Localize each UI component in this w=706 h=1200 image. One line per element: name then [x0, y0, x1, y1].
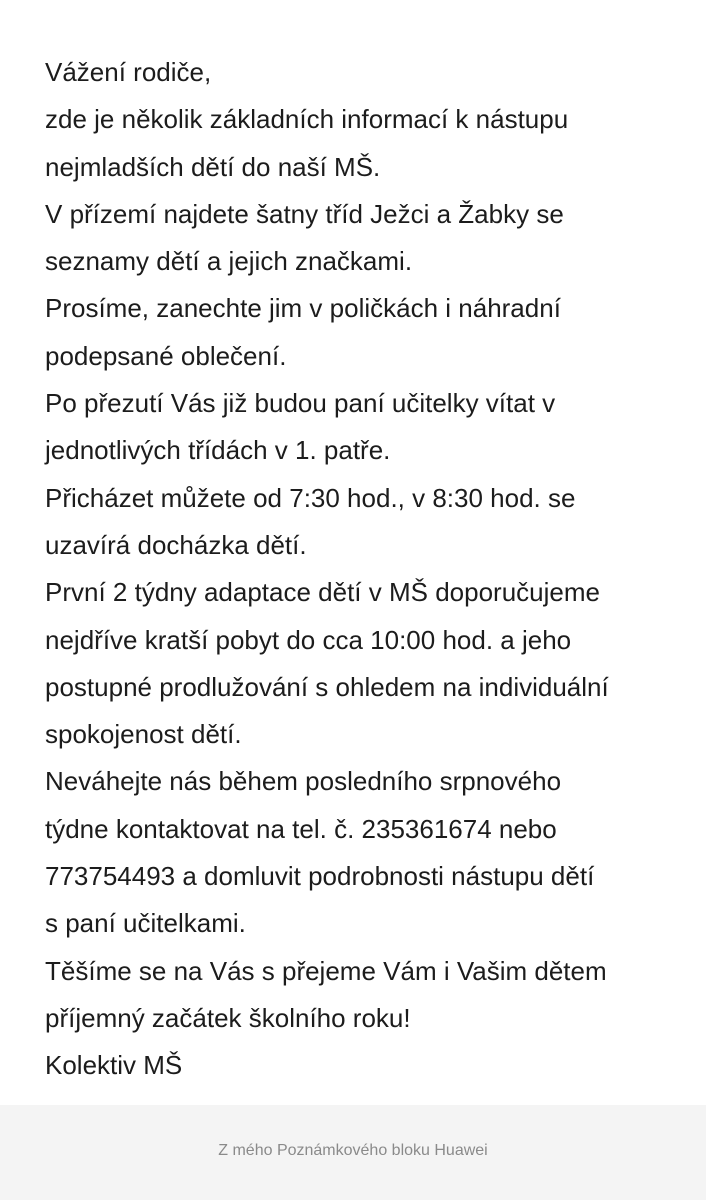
footer-attribution: Z mého Poznámkového bloku Huawei	[218, 1142, 488, 1159]
note-line: nejmladších dětí do naší MŠ.	[45, 151, 381, 182]
note-body	[45, 49, 685, 1090]
note-line-greeting: Vážení rodiče,	[45, 57, 212, 87]
note-line-signature: Kolektiv MŠ	[45, 1050, 183, 1081]
note-line: 773754493 a domluvit podrobnosti nástupu dětí	[45, 861, 595, 892]
note-line: Přicházet můžete od 7:30 hod., v 8:30 hod. se	[45, 482, 576, 513]
note-line: postupné prodlužování s ohledem na individuální	[45, 671, 609, 702]
note-line: Těšíme se na Vás s přejeme Vám i Vašim dětem	[45, 955, 607, 986]
note-line: Prosíme, zanechte jim v poličkách i náhradní	[45, 293, 561, 324]
note-line: týdne kontaktovat na tel. č. 235361674 nebo	[45, 813, 557, 844]
note-line: uzavírá docházka dětí.	[45, 529, 307, 560]
note-line: jednotlivých třídách v 1. patře.	[45, 435, 391, 466]
note-line: Po přezutí Vás již budou paní učitelky vítat v	[45, 388, 556, 419]
note-line: zde je několik základních informací k nástupu	[45, 104, 569, 135]
note-line: příjemný začátek školního roku!	[45, 1002, 411, 1033]
note-line: První 2 týdny adaptace dětí v MŠ doporučujeme	[45, 577, 600, 608]
note-line: s paní učitelkami.	[45, 908, 246, 939]
note-line: V přízemí najdete šatny tříd Ježci a Žabky se	[45, 198, 564, 229]
note-line: podepsané oblečení.	[45, 340, 287, 371]
note-line: nejdříve kratší pobyt do cca 10:00 hod. a jeho	[45, 624, 572, 655]
note-line: spokojenost dětí.	[45, 719, 242, 750]
note-line: Neváhejte nás během posledního srpnového	[45, 766, 562, 797]
note-line: seznamy dětí a jejich značkami.	[45, 246, 413, 277]
